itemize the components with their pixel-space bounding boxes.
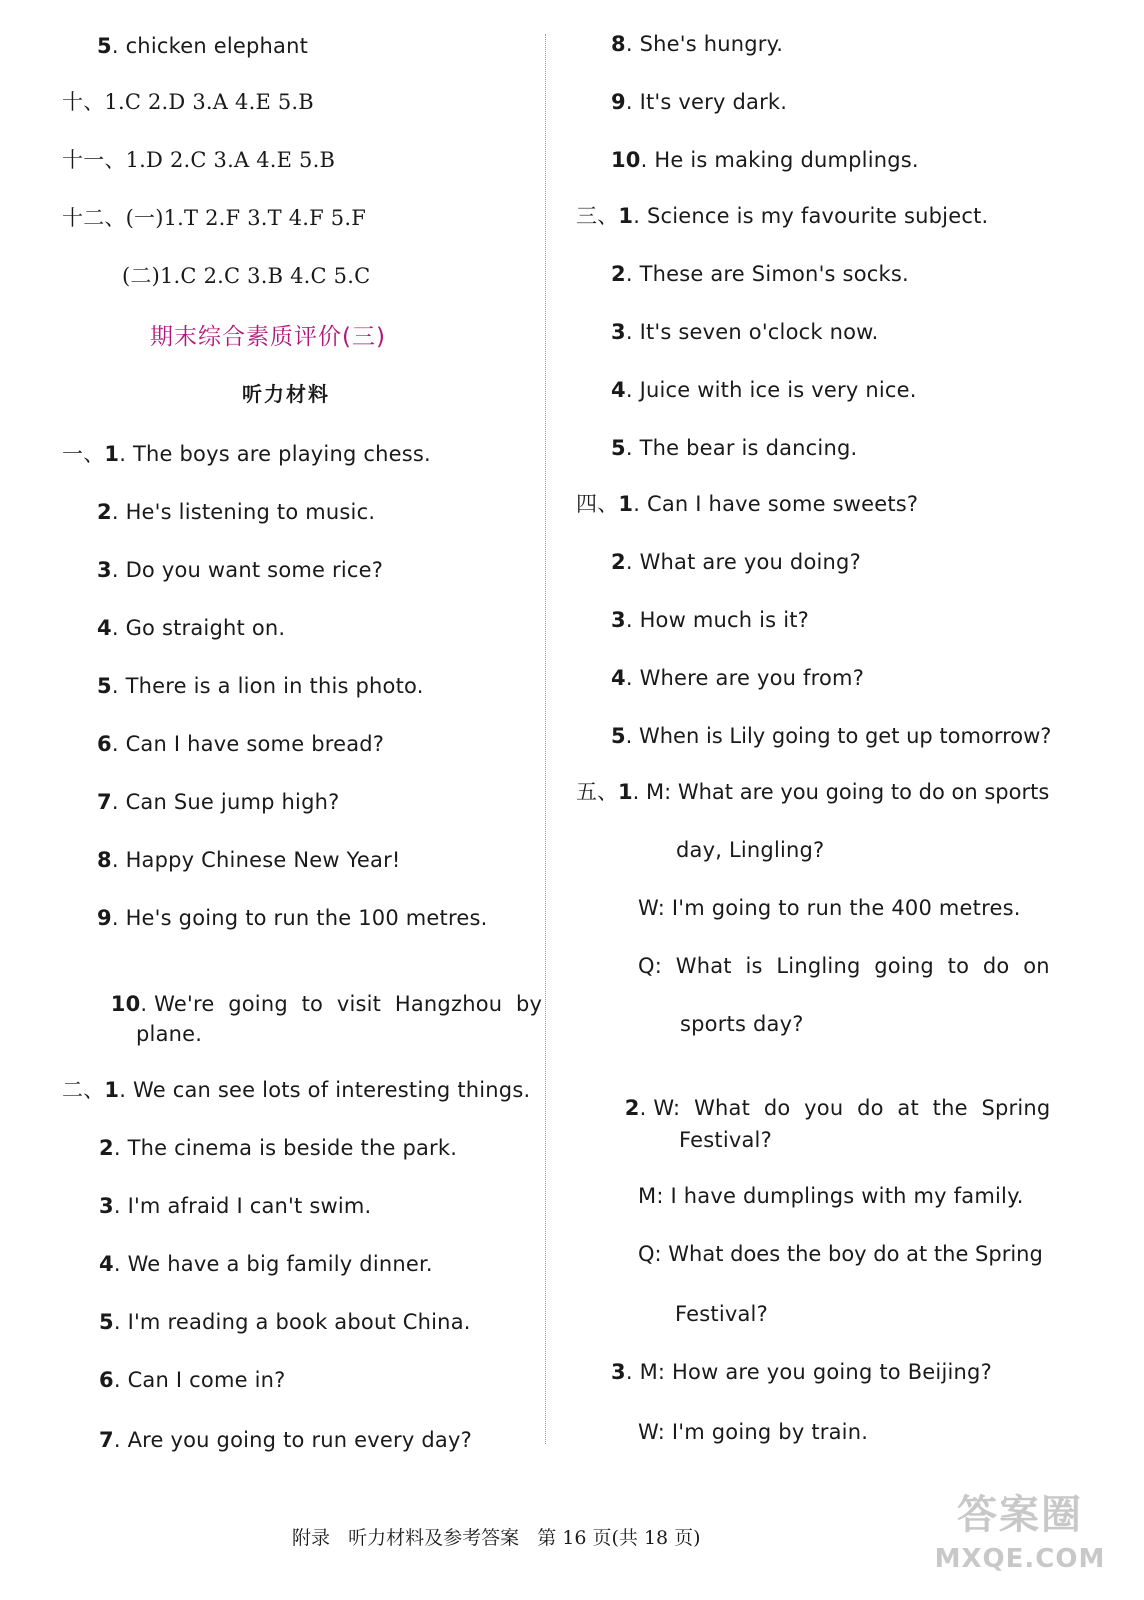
- list-item: 二、1. We can see lots of interesting things.: [62, 1078, 531, 1102]
- list-item: 3. It's seven o'clock now.: [611, 320, 879, 344]
- list-item: 5. There is a lion in this photo.: [97, 674, 424, 698]
- answer-section-10: 十、1.C 2.D 3.A 4.E 5.B: [62, 90, 314, 114]
- dialogue-line: M: I have dumplings with my family.: [638, 1184, 1024, 1208]
- dialogue-line: 五、1. M: What are you going to do on sports: [576, 780, 1050, 804]
- list-item: 3. How much is it?: [611, 608, 810, 632]
- watermark: [925, 1488, 1115, 1588]
- list-item: 10. We're going to visit Hangzhou by: [110, 992, 543, 1016]
- dialogue-line: 2. W: What do you do at the Spring: [624, 1096, 1051, 1120]
- dialogue-line: W: I'm going by train.: [638, 1420, 869, 1444]
- list-item: 7. Can Sue jump high?: [97, 790, 340, 814]
- list-item: 9. He's going to run the 100 metres.: [97, 906, 488, 930]
- list-item: 4. Where are you from?: [611, 666, 865, 690]
- dialogue-line: Q: What does the boy do at the Spring: [638, 1242, 1043, 1266]
- list-item: 四、1. Can I have some sweets?: [576, 492, 919, 516]
- dialogue-line: day, Lingling?: [676, 838, 825, 862]
- list-item: 2. The cinema is beside the park.: [99, 1136, 458, 1160]
- list-item: 10. He is making dumplings.: [611, 148, 919, 172]
- dialogue-line: Festival?: [675, 1302, 768, 1326]
- watermark-logo-text: 答案圈: [957, 1492, 1083, 1538]
- dialogue-line: Festival?: [679, 1128, 772, 1152]
- dialogue-line: sports day?: [680, 1012, 804, 1036]
- dialogue-line: 3. M: How are you going to Beijing?: [611, 1360, 992, 1384]
- answer-line-5: 5. chicken elephant: [97, 34, 309, 58]
- list-item: 6. Can I come in?: [99, 1368, 286, 1392]
- list-item: 8. She's hungry.: [611, 32, 784, 56]
- answer-section-11: 十一、1.D 2.C 3.A 4.E 5.B: [62, 148, 336, 172]
- list-item: 5. When is Lily going to get up tomorrow?: [611, 724, 1052, 748]
- list-item: 2. He's listening to music.: [97, 500, 376, 524]
- list-item: 一、1. The boys are playing chess.: [62, 442, 431, 466]
- column-divider: [545, 34, 546, 1444]
- section-subtitle: 听力材料: [242, 382, 330, 406]
- answer-section-12-part1: 十二、(一)1.T 2.F 3.T 4.F 5.F: [62, 206, 367, 230]
- list-item: 4. Go straight on.: [97, 616, 286, 640]
- list-item-continuation: plane.: [136, 1022, 203, 1046]
- list-item: 5. I'm reading a book about China.: [99, 1310, 471, 1334]
- list-item: 5. The bear is dancing.: [611, 436, 858, 460]
- list-item: 2. What are you doing?: [611, 550, 861, 574]
- list-item: 4. We have a big family dinner.: [99, 1252, 433, 1276]
- watermark-url: MXQE.COM: [934, 1544, 1106, 1574]
- list-item: 3. Do you want some rice?: [97, 558, 384, 582]
- list-item: 2. These are Simon's socks.: [611, 262, 909, 286]
- list-item: 6. Can I have some bread?: [97, 732, 385, 756]
- list-item: 3. I'm afraid I can't swim.: [99, 1194, 372, 1218]
- list-item: 7. Are you going to run every day?: [99, 1428, 472, 1452]
- page-footer: 附录 听力材料及参考答案 第 16 页(共 18 页): [292, 1527, 701, 1549]
- list-item: 9. It's very dark.: [611, 90, 788, 114]
- list-item: 8. Happy Chinese New Year!: [97, 848, 401, 872]
- dialogue-line: Q: What is Lingling going to do on: [638, 954, 1050, 978]
- list-item: 4. Juice with ice is very nice.: [611, 378, 917, 402]
- dialogue-line: W: I'm going to run the 400 metres.: [638, 896, 1021, 920]
- list-item: 三、1. Science is my favourite subject.: [576, 204, 989, 228]
- section-title: 期末综合素质评价(三): [150, 324, 386, 350]
- answer-section-12-part2: (二)1.C 2.C 3.B 4.C 5.C: [122, 264, 371, 288]
